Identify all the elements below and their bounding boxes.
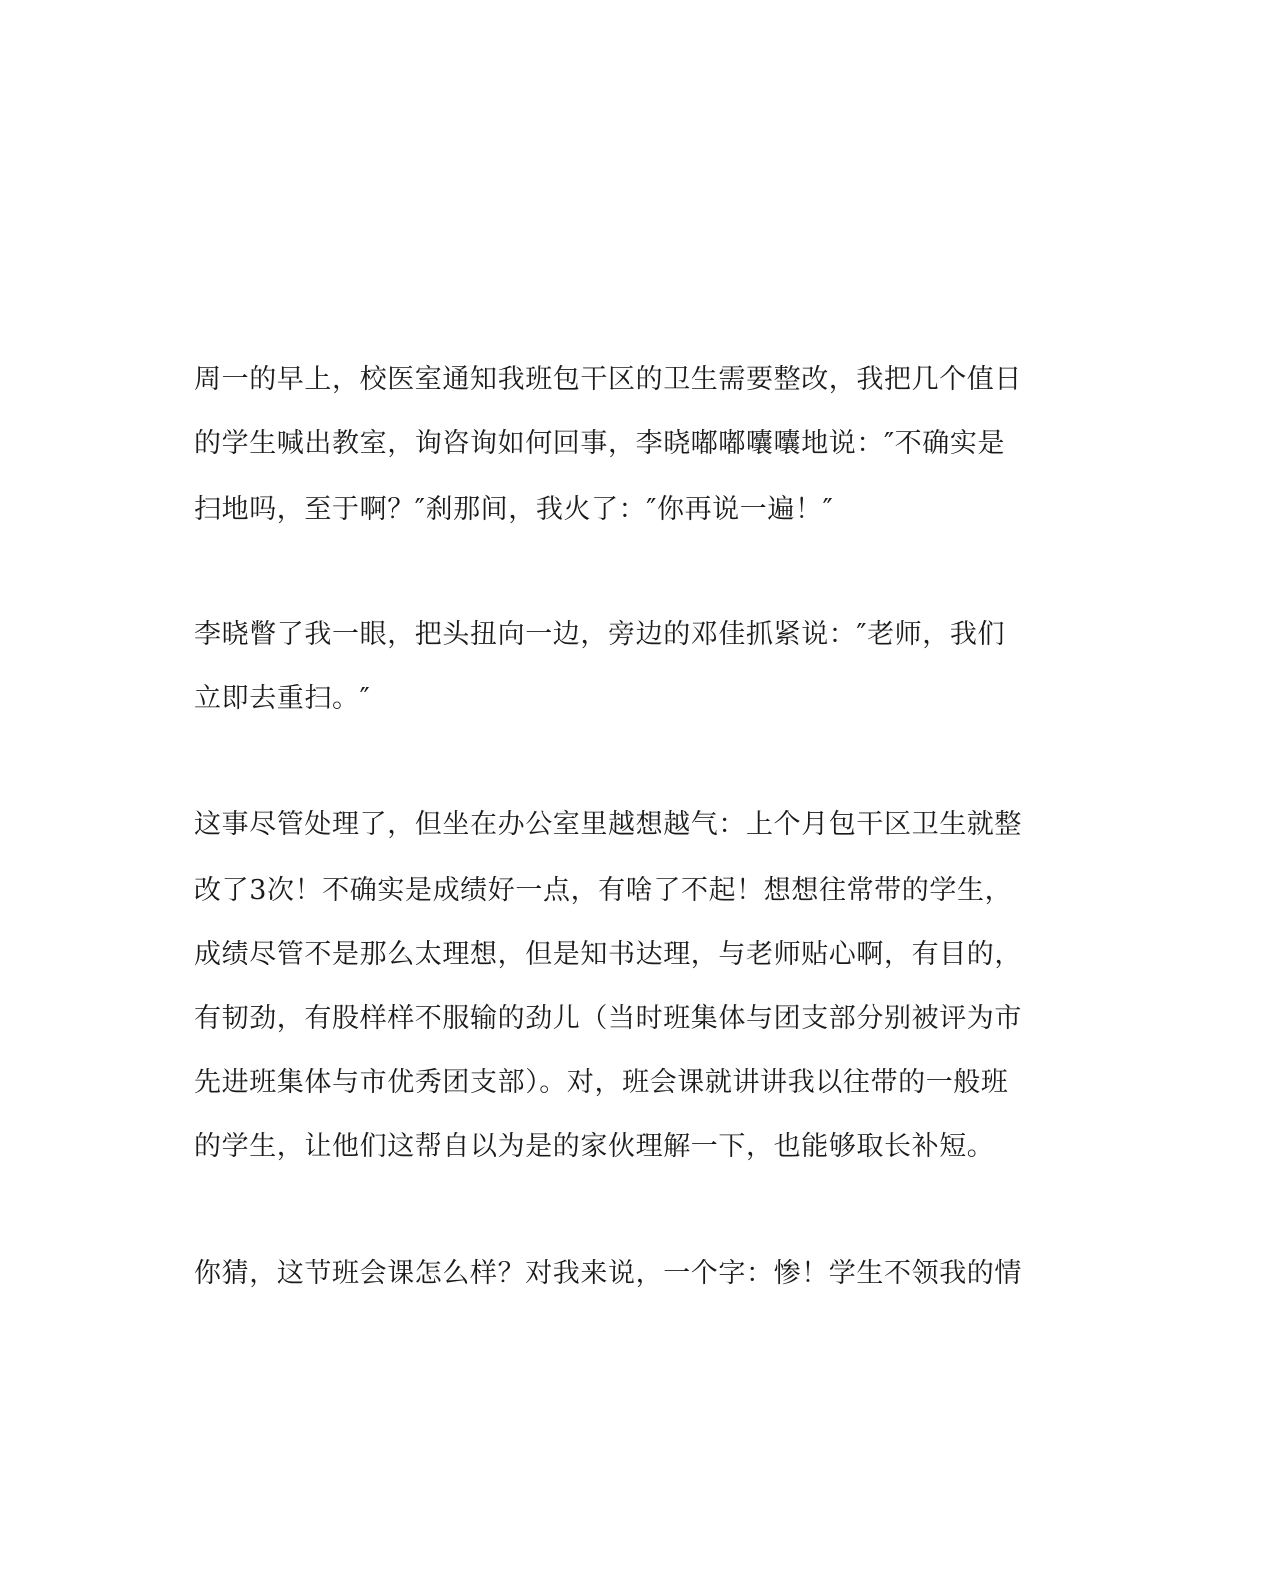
paragraph-1-line-3: 扫地吗，至于啊？″刹那间，我火了：″你再说一遍！″	[194, 494, 834, 525]
paragraph-3-line-5: 先进班集体与市优秀团支部）。对，班会课就讲讲我以往带的一般班	[194, 1067, 1009, 1098]
paragraph-3-line-6: 的学生，让他们这帮自以为是的家伙理解一下，也能够取长补短。	[194, 1131, 995, 1162]
paragraph-1-line-1: 周一的早上，校医室通知我班包干区的卫生需要整改，我把几个值日	[194, 364, 1022, 395]
paragraph-2-line-1: 李晓瞥了我一眼，把头扭向一边，旁边的邓佳抓紧说：″老师，我们	[194, 619, 1006, 650]
paragraph-4-line-1: 你猜，这节班会课怎么样？对我来说，一个字：惨！学生不领我的情	[194, 1258, 1022, 1289]
paragraph-2-line-2: 立即去重扫。″	[194, 683, 371, 714]
paragraph-3-line-4: 有韧劲，有股样样不服输的劲儿（当时班集体与团支部分别被评为市	[194, 1003, 1022, 1034]
paragraph-3-line-2: 改了3次！不确实是成绩好一点，有啥了不起！想想往常带的学生，	[194, 875, 1013, 906]
paragraph-3-line-1: 这事尽管处理了，但坐在办公室里越想越气：上个月包干区卫生就整	[194, 809, 1022, 840]
paragraph-3-line-3: 成绩尽管不是那么太理想，但是知书达理，与老师贴心啊，有目的，	[194, 939, 1022, 970]
paragraph-1-line-2: 的学生喊出教室，询咨询如何回事，李晓嘟嘟囔囔地说：″不确实是	[194, 428, 1006, 459]
